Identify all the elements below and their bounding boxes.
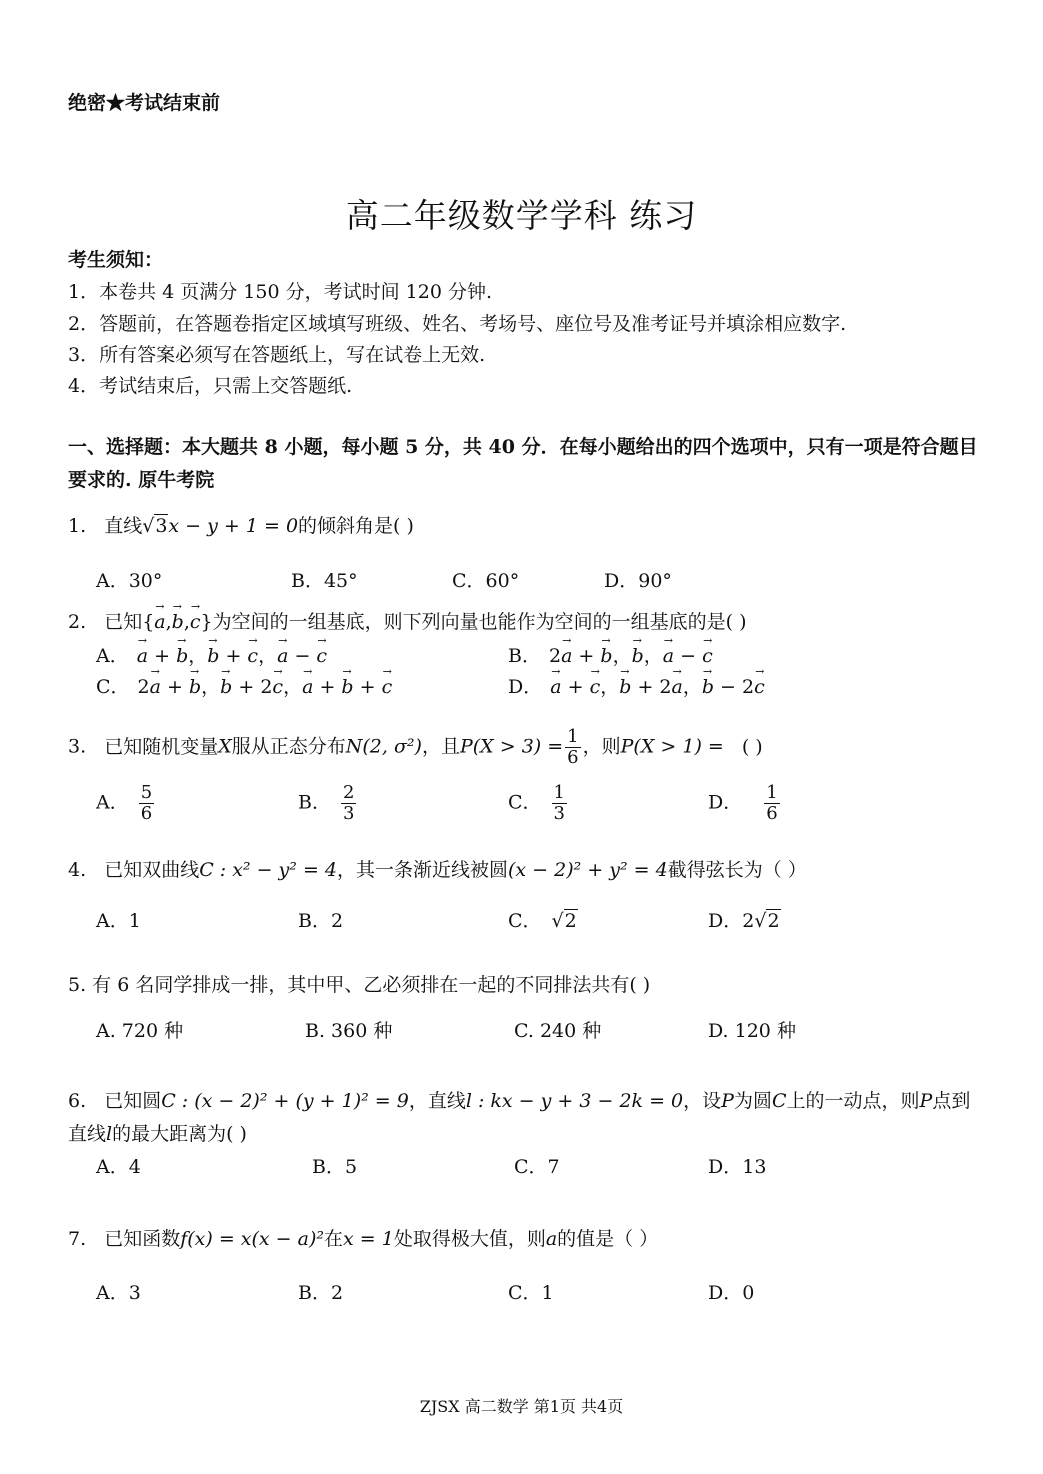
- q3-option-a: A． $\frac{5}{6}$: [96, 782, 153, 824]
- q7-option-a: A．3: [96, 1282, 141, 1304]
- notice-item-1: 1．本卷共 4 页满分 150 分，考试时间 120 分钟.: [68, 281, 492, 303]
- q2-option-a: A．→ a + → b，→ b + → c，→ a − → c: [96, 641, 327, 668]
- q5-option-d: D. 120 种: [708, 1020, 796, 1042]
- q2-pre: 已知: [104, 611, 143, 633]
- q4-option-b: B．2: [298, 910, 344, 932]
- notice-item-2: 2．答题前，在答题卷指定区域填写班级、姓名、考场号、座位号及准考证号并填涂相应数字.: [68, 313, 847, 335]
- q3-option-d: D． $\frac{1}{6}$: [708, 782, 778, 824]
- q2-post: 为空间的一组基底，则下列向量也能作为空间的一组基底的是( ): [212, 611, 747, 633]
- q6-number: 6.: [68, 1090, 87, 1112]
- q3-distribution: N(2, σ²): [345, 735, 422, 758]
- question-1: [68, 511, 414, 538]
- section-heading: 一、选择题：本大题共 8 小题，每小题 5 分，共 40 分．在每小题给出的四个选项中，只有一项是符合题目要求的. 原牛考院: [68, 436, 978, 491]
- question-5: 5. 有 6 名同学排成一排，其中甲、乙必须排在一起的不同排法共有( ): [68, 974, 651, 996]
- question-6: 6. 已知圆C : (x − 2)² + (y + 1)² = 9，直线l : kx − y + 3 − 2k = 0，设P为圆C上的一动点，则P点到直线l的最大距离为( ): [68, 1090, 971, 1145]
- question-4: 4. 已知双曲线C : x² − y² = 4，其一条渐近线被圆(x − 2)² + y² = 4截得弦长为（ ）: [68, 859, 807, 881]
- q7-number: 7.: [68, 1228, 87, 1250]
- q6-option-d: D．13: [708, 1156, 767, 1178]
- notice-heading: 考生须知：: [68, 249, 164, 271]
- q4-option-a: A．1: [96, 910, 141, 932]
- q3-option-c: C． $\frac{1}{3}$: [508, 782, 565, 824]
- secret-header: 绝密★考试结束前: [68, 92, 221, 114]
- q2-basis: {→ a,→ b,→ c}: [142, 611, 212, 633]
- q6-circle: C : (x − 2)² + (y + 1)² = 9: [161, 1090, 409, 1112]
- q6-option-b: B．5: [312, 1156, 358, 1178]
- q3-option-b: B． $\frac{2}{3}$: [298, 782, 355, 824]
- page-footer: ZJSX 高二数学 第1页 共4页: [419, 1397, 624, 1416]
- q2-option-b: B． 2→ a + → b，→ b，→ a − → c: [508, 641, 713, 668]
- q1-number: 1.: [68, 515, 87, 537]
- q3-number: 3.: [68, 735, 87, 758]
- question-7: 7. 已知函数f(x) = x(x − a)²在x = 1处取得极大值，则a的值是（ ）: [68, 1228, 659, 1250]
- q1-pre: 直线: [104, 515, 143, 537]
- q4-option-c: C． √2: [508, 910, 577, 932]
- q4-number: 4.: [68, 859, 87, 881]
- q1-option-c: C．60°: [452, 570, 520, 592]
- q5-option-b: B. 360 种: [305, 1020, 393, 1042]
- q1-equation: x − y + 1 = 0: [168, 515, 299, 537]
- q3-ask: P(X > 1) =: [620, 735, 724, 758]
- q6-line: l : kx − y + 3 − 2k = 0: [465, 1090, 684, 1112]
- q6-option-c: C．7: [514, 1156, 560, 1178]
- q3-condition: P(X > 3) =: [459, 735, 564, 758]
- q1-post: 的倾斜角是( ): [298, 515, 414, 537]
- question-2: [68, 607, 747, 634]
- q2-option-c: C． 2→ a + → b，→ b + 2→ c，→ a + → b + → c: [96, 672, 392, 699]
- q2-option-d: D．→ a + → c，→ b + 2→ a，→ b − 2→ c: [508, 672, 765, 699]
- q2-number: 2.: [68, 611, 87, 633]
- q7-option-d: D．0: [708, 1282, 755, 1304]
- q6-option-a: A．4: [96, 1156, 141, 1178]
- q1-sqrt: √3: [142, 515, 168, 537]
- page-title: 高二年级数学学科 练习: [345, 196, 698, 235]
- q3-cond-fraction: $\frac{1}{6}$: [567, 726, 579, 768]
- q4-curve: C : x² − y² = 4: [199, 859, 337, 881]
- q7-option-b: B．2: [298, 1282, 344, 1304]
- notice-item-3: 3．所有答案必须写在答题纸上，写在试卷上无效.: [68, 344, 486, 366]
- q4-option-d: D．2√2: [708, 910, 780, 932]
- q1-option-a: A．30°: [96, 570, 163, 592]
- q1-option-b: B．45°: [291, 570, 358, 592]
- q1-option-d: D．90°: [604, 570, 672, 592]
- notice-item-4: 4．考试结束后，只需上交答题纸.: [68, 375, 353, 397]
- q7-function: f(x) = x(x − a)²: [180, 1228, 324, 1250]
- q7-option-c: C．1: [508, 1282, 554, 1304]
- question-3: 3. 已知随机变量X服从正态分布N(2, σ²)，且P(X > 3) = $\frac{1}{6}$ ，则P(X > 1) = ( ): [68, 726, 763, 768]
- q4-circle: (x − 2)² + y² = 4: [508, 859, 668, 881]
- q5-option-c: C. 240 种: [514, 1020, 602, 1042]
- q5-option-a: A. 720 种: [96, 1020, 184, 1042]
